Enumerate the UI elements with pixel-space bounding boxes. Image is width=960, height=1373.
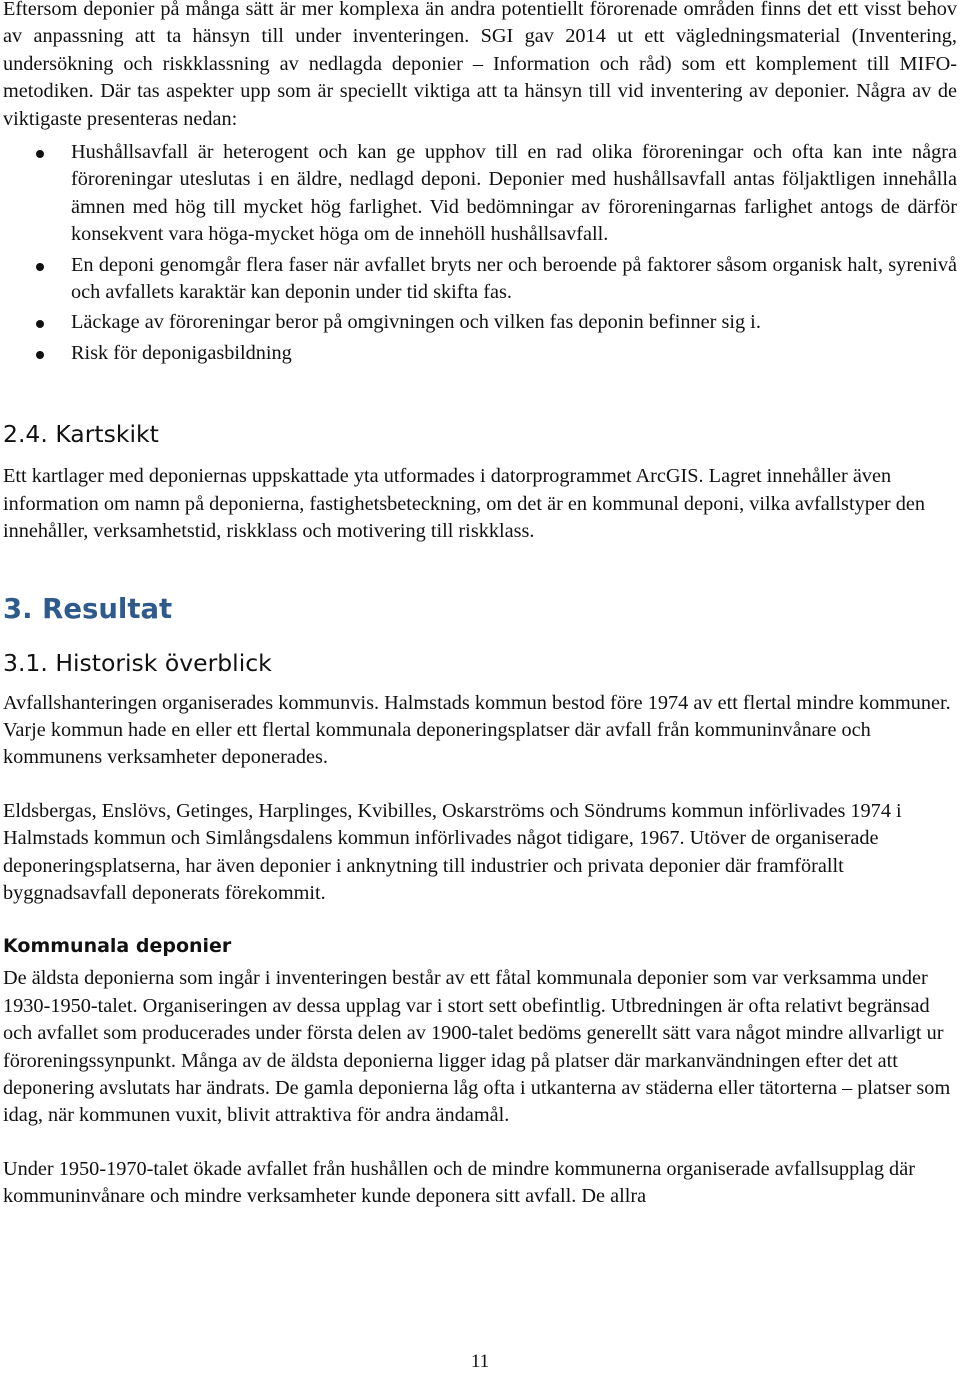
list-item-text: Hushållsavfall är heterogent och kan ge upphov till en rad olika föroreningar och ofta kan inte några föroreningar uteslutas i en äldre, nedlagd deponi. Deponier med hushållsavfall antas följaktligen innehålla ämnen med hög till mycket hög farlighet. Vid bedömningar av föroreningarnas farlighet antogs de därför konsekvent vara höga-mycket höga om de innehöll hushållsavfall.: [71, 141, 957, 246]
subheading-kommunala-deponier: Kommunala deponier: [3, 935, 232, 958]
list-item: [3, 340, 957, 367]
list-item-text: En deponi genomgår flera faser när avfallet bryts ner och beroende på faktorer såsom organisk halt, syrenivå och avfallets karaktär kan deponin under tid skifta fas.: [71, 253, 957, 304]
list-item: [3, 139, 957, 249]
list-item-text: Risk för deponigasbildning: [71, 341, 292, 364]
list-item: [3, 309, 957, 336]
bullet-icon: [36, 263, 44, 271]
intro-paragraph: Eftersom deponier på många sätt är mer komplexa än andra potentiellt förorenade områden finns det ett visst behov av anpassning att ta hänsyn till under inventeringen. SGI gav 2014 ut ett vägledningsmaterial (Inventering, undersökning och riskklassning av nedlagda deponier – Information och råd) som ett komplement till MIFO-metodiken. Där tas aspekter upp som är speciellt viktiga att ta hänsyn till vid inventering av deponier. Några av de viktigaste presenteras nedan:: [3, 0, 957, 130]
document-page: [3, 0, 957, 1211]
kommunala-paragraph-1: De äldsta deponierna som ingår i inventeringen består av ett fåtal kommunala deponier som var verksamma under 1930-1950-talet. Organiseringen av dessa upplag var i stort sett obefintlig. Utbredningen är ofta relativt begränsad och avfallet som producerades under första delen av 1900-talet bedöms generellt sätt vara något mindre allvarligt ur föroreningssynpunkt. Många av de äldsta deponierna ligger idag på platser där markanvändningen efter det att deponering avslutats har ändrats. De gamla deponierna låg ofta i utkanterna av städerna eller tätorterna – platser som idag, när kommunen vuxit, blivit attraktiva för andra ändamål.: [3, 967, 951, 1127]
bullet-icon: [36, 150, 44, 158]
section-heading-3-1: 3.1. Historisk överblick: [3, 648, 272, 677]
section-2-4-paragraph: Ett kartlager med deponiernas uppskattade yta utformades i datorprogrammet ArcGIS. Lagret innehåller även information om namn på deponierna, fastighetsbeteckning, om det är en kommunal deponi, vilka avfallstyper den innehåller, verksamhetstid, riskklass och motivering till riskklass.: [3, 465, 925, 543]
kommunala-paragraph-2: Under 1950-1970-talet ökade avfallet från hushållen och de mindre kommunerna organiserade avfallsupplag där kommuninvånare och mindre verksamheter kunde deponera sitt avfall. De allra: [3, 1157, 915, 1208]
section-heading-3: 3. Resultat: [3, 592, 173, 625]
bullet-icon: [36, 320, 44, 328]
section-3-1-paragraph-1: Avfallshanteringen organiserades kommunvis. Halmstads kommun bestod före 1974 av ett flertal mindre kommuner. Varje kommun hade en eller ett flertal kommunala deponeringsplatser där avfall från kommuninvånare och kommunens verksamheter deponerades.: [3, 691, 951, 769]
bullet-list: [3, 139, 957, 367]
list-item: [3, 252, 957, 307]
section-heading-2-4: 2.4. Kartskikt: [3, 420, 159, 449]
page-number: 11: [470, 1351, 490, 1372]
bullet-icon: [36, 351, 44, 359]
list-item-text: Läckage av föroreningar beror på omgivningen och vilken fas deponin befinner sig i.: [71, 311, 761, 334]
section-3-1-paragraph-2: Eldsbergas, Enslövs, Getinges, Harplinges, Kvibilles, Oskarströms och Söndrums kommun införlivades 1974 i Halmstads kommun och Simlångsdalens kommun införlivades något tidigare, 1967. Utöver de organiserade deponeringsplatserna, har även deponier i anknytning till industrier och privata deponier där framförallt byggnadsavfall deponerats förekommit.: [3, 799, 902, 904]
